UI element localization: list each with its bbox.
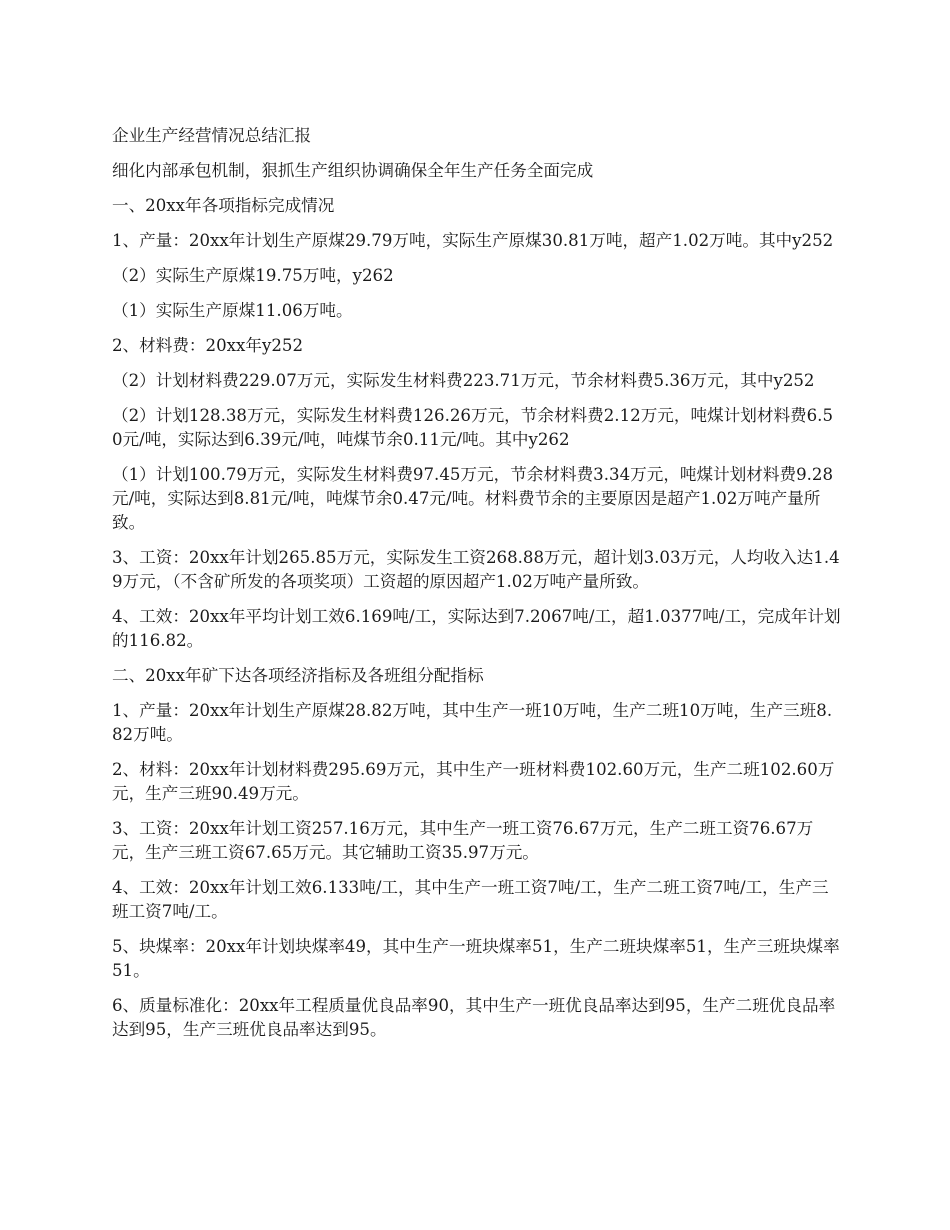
paragraph-target-output: 1、产量：20xx年计划生产原煤28.82万吨，其中生产一班10万吨，生产二班10万吨，生产三班8.82万吨。 (112, 701, 833, 744)
paragraph-material-plan: （2）计划材料费229.07万元，实际发生材料费223.71万元，节余材料费5.36万元，其中y252 (112, 371, 815, 390)
paragraph-target-quality: 6、质量标准化：20xx年工程质量优良品率90，其中生产一班优良品率达到95，生产二班优良品率达到95，生产三班优良品率达到95。 (112, 996, 836, 1039)
paragraph-material-cost: 2、材料费：20xx年y252 (112, 336, 303, 355)
paragraph-output: 1、产量：20xx年计划生产原煤29.79万吨，实际生产原煤30.81万吨，超产1.02万吨。其中y252 (112, 231, 834, 250)
section-heading-2: 二、20xx年矿下达各项经济指标及各班组分配指标 (112, 666, 484, 685)
document-body (112, 124, 842, 1053)
paragraph-target-wages: 3、工资：20xx年计划工资257.16万元，其中生产一班工资76.67万元，生产二班工资76.67万元，生产三班工资67.65万元。其它辅助工资35.97万元。 (112, 819, 814, 862)
paragraph-material-y252: （1）计划100.79万元，实际发生材料费97.45万元，节余材料费3.34万元，吨煤计划材料费9.28元/吨，实际达到8.81元/吨，吨煤节余0.47元/吨。材料费节余的主要原因是超产1.02万吨产量所致。 (112, 465, 834, 532)
paragraph-material-y262: （2）计划128.38万元，实际发生材料费126.26万元，节余材料费2.12万元，吨煤计划材料费6.50元/吨，实际达到6.39元/吨，吨煤节余0.11元/吨。其中y262 (112, 406, 834, 449)
paragraph-target-efficiency: 4、工效：20xx年计划工效6.133吨/工，其中生产一班工资7吨/工，生产二班工资7吨/工，生产三班工资7吨/工。 (112, 878, 829, 921)
paragraph-output-y252: （1）实际生产原煤11.06万吨。 (112, 301, 353, 320)
document-subtitle: 细化内部承包机制，狠抓生产组织协调确保全年生产任务全面完成 (112, 161, 594, 180)
section-heading-1: 一、20xx年各项指标完成情况 (112, 196, 335, 215)
paragraph-target-material: 2、材料：20xx年计划材料费295.69万元，其中生产一班材料费102.60万元，生产二班102.60万元，生产三班90.49万元。 (112, 760, 835, 803)
paragraph-output-y262: （2）实际生产原煤19.75万吨，y262 (112, 266, 394, 285)
document-title: 企业生产经营情况总结汇报 (112, 126, 312, 145)
paragraph-efficiency: 4、工效：20xx年平均计划工效6.169吨/工，实际达到7.2067吨/工，超1.0377吨/工，完成年计划的116.82。 (112, 607, 841, 650)
paragraph-wages: 3、工资：20xx年计划265.85万元，实际发生工资268.88万元，超计划3.03万元，人均收入达1.49万元，（不含矿所发的各项奖项）工资超的原因超产1.02万吨产量所致。 (112, 548, 840, 591)
paragraph-target-lump-coal: 5、块煤率：20xx年计划块煤率49，其中生产一班块煤率51，生产二班块煤率51，生产三班块煤率51。 (112, 937, 840, 980)
